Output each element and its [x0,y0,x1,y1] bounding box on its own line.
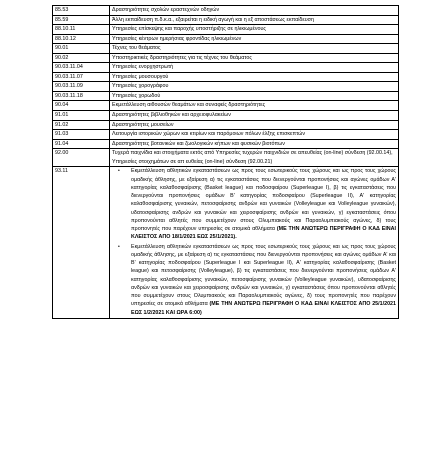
bullet-item [116,243,396,317]
kad-description-cell: Τυχερά παιχνίδια και στοιχήματα εκτός από Υπηρεσίες τυχερών παιχνιδιών σε απευθείας (on-line) σύνδεση (92.00.14), Υπηρεσίες στοιχημάτων σε απ ευθείας (on-line) σύνδεση (92.00.21) [110,149,399,167]
document-page [52,5,397,319]
table-row [53,139,399,149]
table-row [53,130,399,140]
kad-code-cell: 88.10.12 [53,34,110,44]
kad-code-cell: 90.02 [53,53,110,63]
table-row [53,101,399,111]
bullet-text: Εκμετάλλευση αθλητικών εγκαταστάσεων ως προς τους εσωτερικούς τους χώρους και ως προς τους χώρους ομαδικής άθλησης, με εξαίρεση α) τις εγκαταστάσεις που διενεργούνται προπονήσεις και αγώνες ομάδων Α' και Β' κατηγορίας ποδοσφαίρου (Superleague I και Superleague II), Α' κατηγορίας καλαθοσφαίρισης (Basket league) και πετοσφαίρισης (Volleyleague), β) τις εγκαταστάσεις που διενεργούνται προπονήσεις ομάδων Α' κατηγορίας καλαθοσφαίρισης γυναικών, πετοσφαίρισης γυναικών (Volleyleague γυναικών), υδατοσφαίρισης ανδρών και γυναικών και χειροσφαίρισης ανδρών και γυναικών, γ) εγκαταστάσεις όπου προπονούνται αθλητές που συμμετέχουν στους Ολυμπιακούς και Παραολυμπιακούς αγώνες, δ) τους προπονητές που παρέχουν υπηρεσίες σε ατομικά αθλήματα [131,243,396,308]
kad-description-cell: Τέχνες του θεάματος [110,44,399,54]
bullet-icon: • [118,168,120,175]
kad-code-cell: 92.00 [53,149,110,167]
table-row [53,149,399,167]
kad-code-cell: 90.01 [53,44,110,54]
kad-code-cell: 90.03.11.09 [53,82,110,92]
table-row [53,44,399,54]
kad-description-cell: Υποστηρικτικές δραστηριότητες για τις τέχνες του θεάματος [110,53,399,63]
kad-code-cell: 91.03 [53,130,110,140]
kad-code-cell: 85.59 [53,15,110,25]
kad-code-cell: 90.03.11.07 [53,72,110,82]
kad-description-cell: Άλλη εκπαίδευση π.δ.κ.α., εξαιρείται η ειδική αγωγή και η εξ αποστάσεως εκπαίδευση [110,15,399,25]
kad-code-cell: 90.03.11.18 [53,91,110,101]
table-row [53,25,399,35]
bullet-bold-note: (ΜΕ ΤΗΝ ΑΝΩΤΕΡΩ ΠΕΡΙΓΡΑΦΗ Ο ΚΑΔ ΕΙΝΑΙ ΚΛΕΙΣΤΟΣ ΑΠΟ 18/1/2021 ΕΩΣ 25/1/2021). [131,226,397,241]
kad-code-cell: 90.04 [53,101,110,111]
kad-description-cell: Υπηρεσίες κέντρων ημερήσιας φροντίδας ηλικιωμένων [110,34,399,44]
kad-description-cell: Υπηρεσίες επίσκεψης και παροχής υποστήριξης σε ηλικιωμένους [110,25,399,35]
table-row [53,34,399,44]
table-row [53,63,399,73]
table-row [53,6,399,16]
kad-description-cell: Δραστηριότητες βοτανικών και ζωολογικών κήπων και φυσικών βιοτόπων [110,139,399,149]
kad-description-cell: Δραστηριότητες σχολών εραστεχνών οδηγών [110,6,399,16]
kad-description-cell: Εκμετάλλευση αιθουσών θεαμάτων και συναφείς δραστηριότητες [110,101,399,111]
table-row [53,53,399,63]
table-row [53,91,399,101]
kad-description-cell: Λειτουργία ιστορικών χώρων και κτιρίων και παρόμοιων πόλων έλξης επισκεπτών [110,130,399,140]
kad-description-cell: Δραστηριότητες μουσείων [110,120,399,130]
kad-description-cell: Δραστηριότητες βιβλιοθηκών και αρχειοφυλακείων [110,111,399,121]
kad-table [52,5,399,319]
table-row [53,72,399,82]
table-row-last [53,167,399,319]
kad-description-cell: Υπηρεσίες χορογράφου [110,82,399,92]
table-row [53,15,399,25]
bullet-icon: • [118,243,120,250]
kad-code-cell: 93.11 [53,167,110,319]
kad-code-cell: 91.04 [53,139,110,149]
table-row [53,111,399,121]
kad-table-body [53,6,399,319]
bullet-bold-note: (ΜΕ ΤΗΝ ΑΝΩΤΕΡΩ ΠΕΡΙΓΡΑΦΗ Ο ΚΑΔ ΕΙΝΑΙ ΚΛΕΙΣΤΟΣ ΑΠΟ 25/1/2021 ΕΩΣ 1/2/2021 ΚΑΙ ΩΡΑ 6:00) [131,301,396,316]
bullet-item [116,167,396,241]
bullet-text: Εκμετάλλευση αθλητικών εγκαταστάσεων ως προς τους εσωτερικούς τους χώρους και ως προς τους χώρους ομαδικής άθλησης, με εξαίρεση α) τις εγκαταστάσεις που διενεργούνται προπονήσεις και αγώνες ομάδων Α' κατηγορίας καλαθοσφαίρισης (Basket league) και ποδοσφαίρου (Superleague I), β) τις εγκαταστάσεις που διενεργούνται προπονήσεις ομάδων Β' κατηγορίας ποδοσφαίρου (Superleague II), Α' κατηγορίας καλαθοσφαίρισης γυναικών, πετοσφαίρισης ανδρών και γυναικών (Volleyleague και Volleyleague γυναικών), υδατοσφαίρισης ανδρών και γυναικών και χειροσφαίρισης ανδρών και γυναικών, γ) εγκαταστάσεις όπου προπονούνται αθλητές που συμμετέχουν στους Ολυμπιακούς και Παραολυμπιακούς αγώνες, δ) τους προπονητές που παρέχουν υπηρεσίες σε ατομικά αθλήματα [131,168,396,233]
kad-code-cell: 85.53 [53,6,110,16]
kad-description-cell [110,167,399,319]
kad-description-cell: Υπηρεσίες μουσουργού [110,72,399,82]
kad-code-cell: 88.10.11 [53,25,110,35]
kad-code-cell: 91.02 [53,120,110,130]
kad-description-cell: Υπηρεσίες ενορχηστρωτή [110,63,399,73]
kad-description-cell: Υπηρεσίες χορωδού [110,91,399,101]
bullet-list [112,167,396,317]
kad-code-cell: 90.03.11.04 [53,63,110,73]
kad-code-cell: 91.01 [53,111,110,121]
table-row [53,120,399,130]
table-row [53,82,399,92]
